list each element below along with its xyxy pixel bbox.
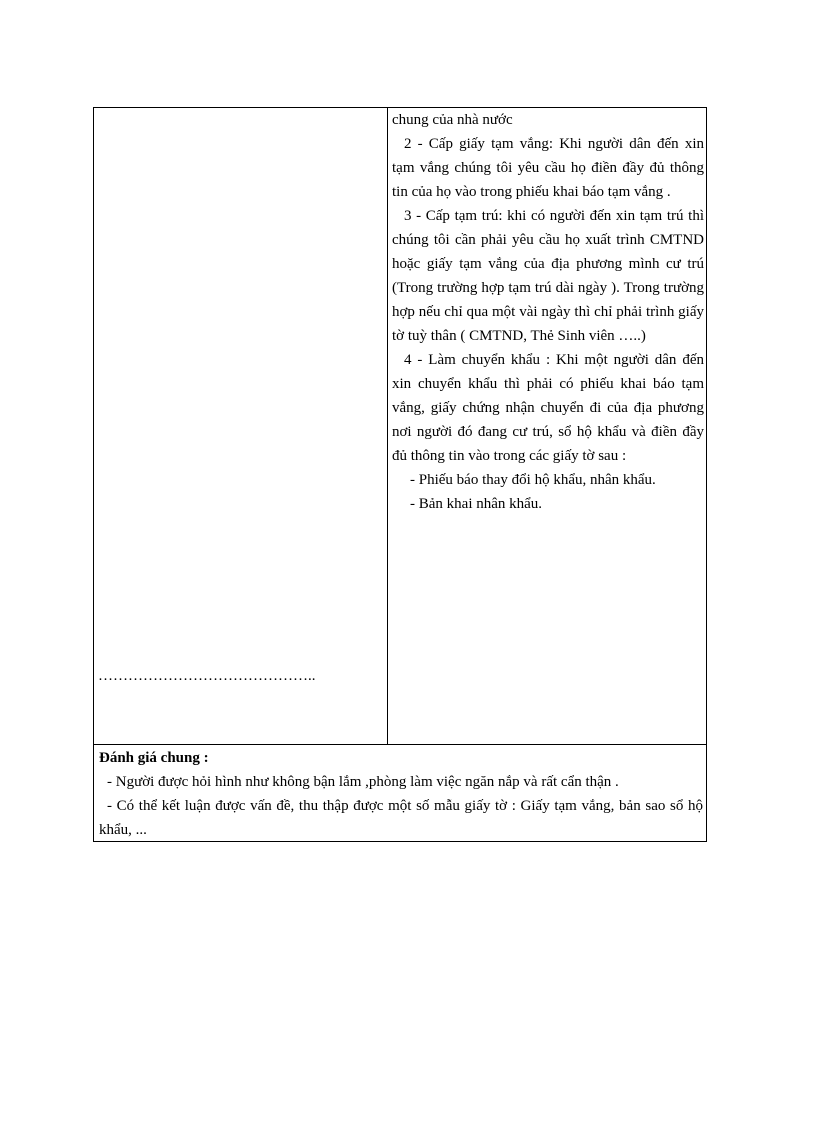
summary-item: - Có thể kết luận được vấn đề, thu thập được một số mẫu giấy tờ : Giấy tạm vắng, bản sao sổ hộ khẩu, ... xyxy=(99,798,703,838)
continuation-line: chung của nhà nước xyxy=(392,112,513,128)
bullet-item: - Phiếu báo thay đổi hộ khẩu, nhân khẩu. xyxy=(410,472,656,488)
summary-cell xyxy=(99,746,703,842)
dotted-line: …………………………………….. xyxy=(98,668,316,684)
paragraph-tam-vang: 2 - Cấp giấy tạm vắng: Khi người dân đến xin tạm vắng chúng tôi yêu cầu họ điền đầy đủ thông tin của họ vào trong phiếu khai báo tạm vắng . xyxy=(392,136,704,200)
bullet-item: - Bản khai nhân khẩu. xyxy=(410,496,543,512)
summary-item: - Người được hỏi hình như không bận lắm ,phòng làm việc ngăn nắp và rất cẩn thận . xyxy=(107,774,619,790)
right-cell xyxy=(392,108,704,744)
paragraph-tam-tru: 3 - Cấp tạm trú: khi có người đến xin tạm trú thì chúng tôi cần phải yêu cầu họ xuất trình CMTND hoặc giấy tạm vắng của địa phương mình cư trú (Trong trường hợp tạm trú dài ngày ). Trong trường hợp nếu chỉ qua một vài ngày thì chỉ phải trình giấy tờ tuỳ thân ( CMTND, Thẻ Sinh viên …..) xyxy=(392,208,704,344)
report-table xyxy=(93,107,707,842)
summary-heading: Đánh giá chung : xyxy=(99,750,209,766)
paragraph-chuyen-khau: 4 - Làm chuyển khẩu : Khi một người dân đến xin chuyển khẩu thì phải có phiếu khai báo tạm vắng, giấy chứng nhận chuyển đi của địa phương nơi người đó đang cư trú, sổ hộ khẩu và điền đầy đủ thông tin vào trong các giấy tờ sau : xyxy=(392,352,704,464)
left-cell xyxy=(94,108,387,744)
row-divider xyxy=(94,744,706,745)
column-divider xyxy=(387,108,388,744)
